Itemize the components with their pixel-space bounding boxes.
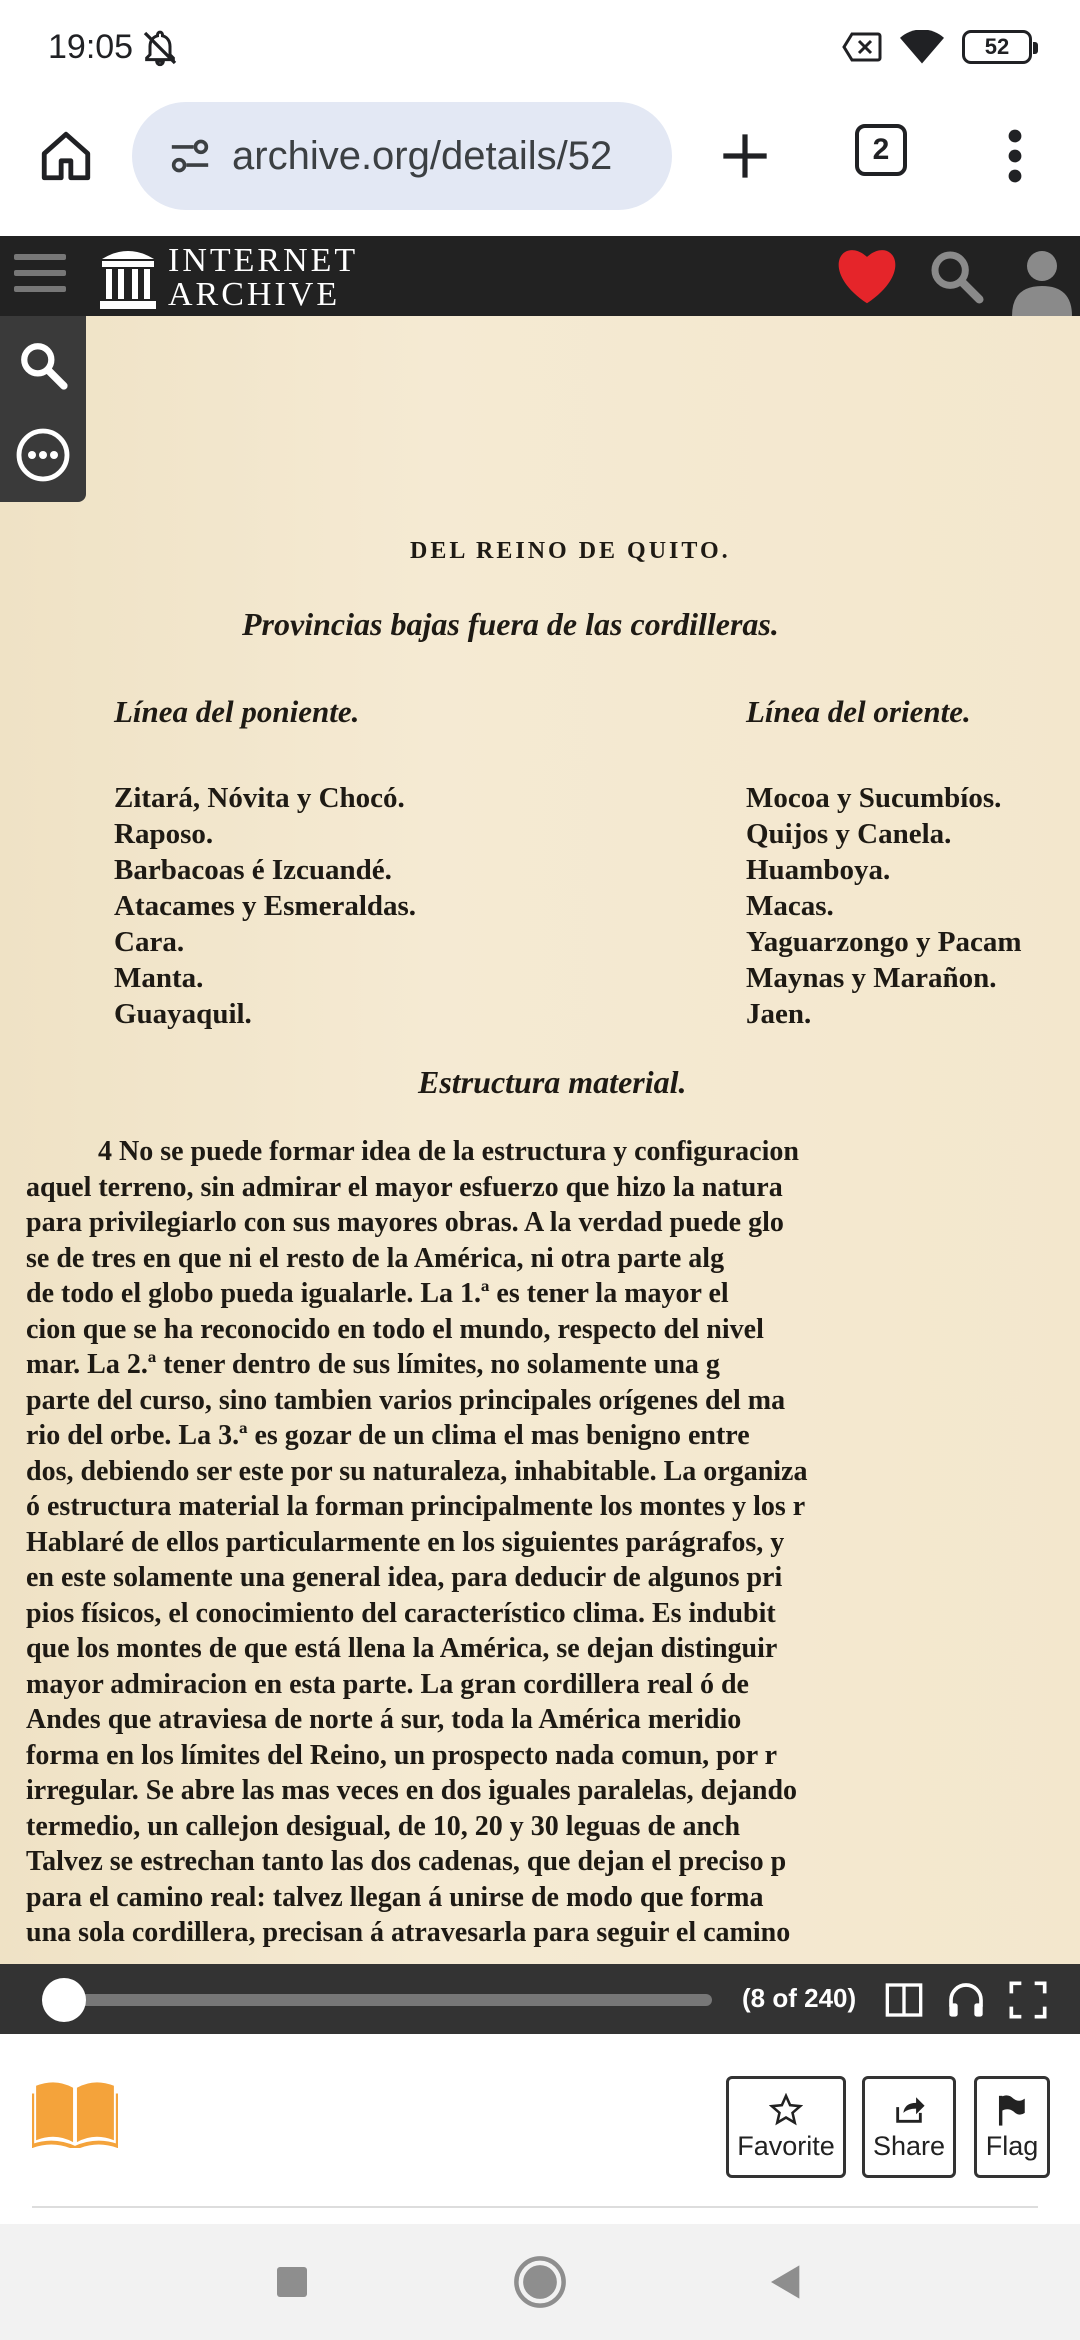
browser-toolbar (0, 96, 1080, 236)
favorite-button[interactable] (726, 2076, 846, 2178)
text-line: de todo el globo pueda igualarle. La 1.ª es tener la mayor el (26, 1278, 729, 1309)
search-icon[interactable] (928, 248, 984, 304)
home-icon (37, 127, 95, 185)
plus-icon (719, 130, 771, 182)
book-icon (32, 2078, 118, 2148)
new-tab-button[interactable] (705, 116, 785, 196)
share-label: Share (872, 2130, 946, 2161)
list-item: Jaen. (746, 998, 812, 1030)
text-line: pios físicos, el conocimiento del característico clima. Es indubit (26, 1597, 776, 1629)
list-item: Yaguarzongo y Pacam (746, 926, 1022, 958)
reader-control-bar (0, 1964, 1080, 2034)
site-settings-icon (168, 136, 212, 176)
list-item: Manta. (114, 962, 204, 994)
left-column-list (114, 780, 416, 1032)
text-line: forma en los límites del Reino, un prospecto nada comun, por r (26, 1739, 778, 1771)
home-button[interactable] (30, 120, 102, 192)
internet-archive-logo[interactable] (100, 244, 358, 312)
text-line: parte del curso, sino tambien varios principales orígenes del ma (26, 1384, 786, 1416)
list-item: Maynas y Marañon. (746, 962, 997, 994)
text-line: Andes que atraviesa de norte á sur, toda la América meridio (26, 1704, 742, 1735)
text-line: Hablaré de ellos particularmente en los siguientes parágrafos, y (26, 1526, 785, 1558)
text-line: dos, debiendo ser este por su naturaleza, inhabitable. La organiza (26, 1455, 808, 1487)
text-line: para el camino real: talvez llegan á unirse de modo que forma (26, 1881, 764, 1913)
text-line: mayor admiracion en esta parte. La gran cordillera real ó de (26, 1668, 749, 1700)
right-column-list (746, 780, 1021, 1032)
list-item: Guayaquil. (114, 998, 252, 1030)
home-nav-button[interactable] (510, 2252, 570, 2312)
text-line: termedio, un callejon desigual, de 10, 20 y 30 leguas de anch (26, 1810, 741, 1842)
favorite-label: Favorite (737, 2130, 835, 2161)
book-page (0, 316, 1080, 1964)
right-column-title: Línea del oriente. (746, 694, 971, 729)
more-vert-icon (1007, 128, 1023, 184)
search-icon (18, 340, 68, 390)
text-line: Talvez se estrechan tanto las dos cadenas, que dejan el preciso p (26, 1846, 787, 1877)
item-action-bar (0, 2034, 1080, 2224)
text-line: que los montes de que está llena la América, se dejan distinguir (26, 1633, 778, 1664)
triangle-back-icon (766, 2262, 806, 2302)
text-line: 4 No se puede formar idea de la estructura y configuracion (98, 1136, 799, 1167)
list-item: Cara. (114, 926, 185, 958)
text-line: ó estructura material la forman principalmente los montes y los r (26, 1491, 806, 1522)
recents-button[interactable] (262, 2252, 322, 2312)
fullscreen-icon[interactable] (1008, 1980, 1048, 2020)
flag-label: Flag (985, 2130, 1039, 2161)
page-count: (8 of 240) (742, 1983, 857, 2013)
list-item: Atacames y Esmeraldas. (114, 890, 417, 922)
logo-line-2: ARCHIVE (168, 276, 341, 313)
page-slider-track[interactable] (42, 1994, 712, 2006)
two-page-view-icon[interactable] (884, 1980, 924, 2020)
more-horiz-icon (15, 427, 71, 483)
list-item: Raposo. (114, 818, 214, 850)
tab-switcher-button[interactable]: 2 (855, 124, 907, 176)
text-line: se de tres en que ni el resto de la América, ni otra parte alg (26, 1242, 725, 1274)
donate-heart-icon[interactable] (834, 246, 900, 306)
status-time: 19:05 (48, 28, 134, 66)
square-icon (274, 2264, 310, 2300)
list-item: Macas. (746, 890, 834, 922)
page-subheading: Provincias bajas fuera de las cordilleras. (242, 606, 779, 642)
bell-off-icon (140, 28, 180, 68)
book-reader[interactable] (0, 316, 1080, 1964)
hamburger-menu-icon[interactable] (14, 254, 66, 298)
section-title: Estructura material. (418, 1064, 687, 1100)
list-item: Zitará, Nóvita y Chocó. (114, 782, 405, 814)
list-item: Huamboya. (746, 854, 891, 886)
status-bar (0, 0, 1080, 96)
page-slider-handle[interactable] (42, 1978, 86, 2022)
reader-side-tools (0, 316, 86, 502)
search-inside-button[interactable] (14, 336, 72, 394)
text-line: mar. La 2.ª tener dentro de sus límites, no solamente una g (26, 1349, 720, 1380)
share-button[interactable] (862, 2076, 956, 2178)
address-bar[interactable] (132, 102, 672, 210)
more-options-button[interactable] (14, 426, 72, 484)
text-line: rio del orbe. La 3.ª es gozar de un clima el mas benigno entre (26, 1420, 750, 1451)
list-item: Mocoa y Sucumbíos. (746, 782, 1002, 814)
headphones-icon[interactable] (946, 1980, 986, 2020)
text-line: en este solamente una general idea, para deducir de algunos pri (26, 1562, 783, 1593)
archive-header (0, 236, 1080, 316)
body-text (26, 1134, 1080, 1951)
battery-icon: 52 (962, 30, 1032, 64)
system-navigation-bar (0, 2224, 1080, 2340)
divider (32, 2206, 1038, 2208)
flag-icon (995, 2093, 1029, 2127)
user-account-icon[interactable] (1012, 246, 1072, 316)
text-line: una sola cordillera, precisan á atravesarla para seguir el camino (26, 1917, 791, 1948)
list-item: Quijos y Canela. (746, 818, 952, 850)
archive-building-icon (100, 247, 156, 309)
browser-menu-button[interactable] (985, 116, 1045, 196)
back-button[interactable] (756, 2252, 816, 2312)
text-line: irregular. Se abre las mas veces en dos iguales paralelas, dejando (26, 1775, 798, 1806)
logo-line-1: INTERNET (168, 242, 359, 279)
share-icon (892, 2093, 926, 2127)
text-line: cion que se ha reconocido en todo el mundo, respecto del nivel (26, 1313, 764, 1345)
flag-button[interactable] (974, 2076, 1050, 2178)
text-line: aquel terreno, sin admirar el mayor esfuerzo que hizo la natura (26, 1171, 783, 1203)
circle-icon (513, 2255, 567, 2309)
list-item: Barbacoas é Izcuandé. (114, 854, 392, 886)
data-saver-icon (842, 31, 882, 63)
wifi-icon (900, 30, 944, 64)
url-text: archive.org/details/52 (232, 133, 613, 178)
text-line: para privilegiarlo con sus mayores obras. A la verdad puede glo (26, 1207, 784, 1238)
page-heading: DEL REINO DE QUITO. (410, 538, 731, 564)
left-column-title: Línea del poniente. (114, 694, 360, 729)
star-icon (769, 2093, 803, 2127)
